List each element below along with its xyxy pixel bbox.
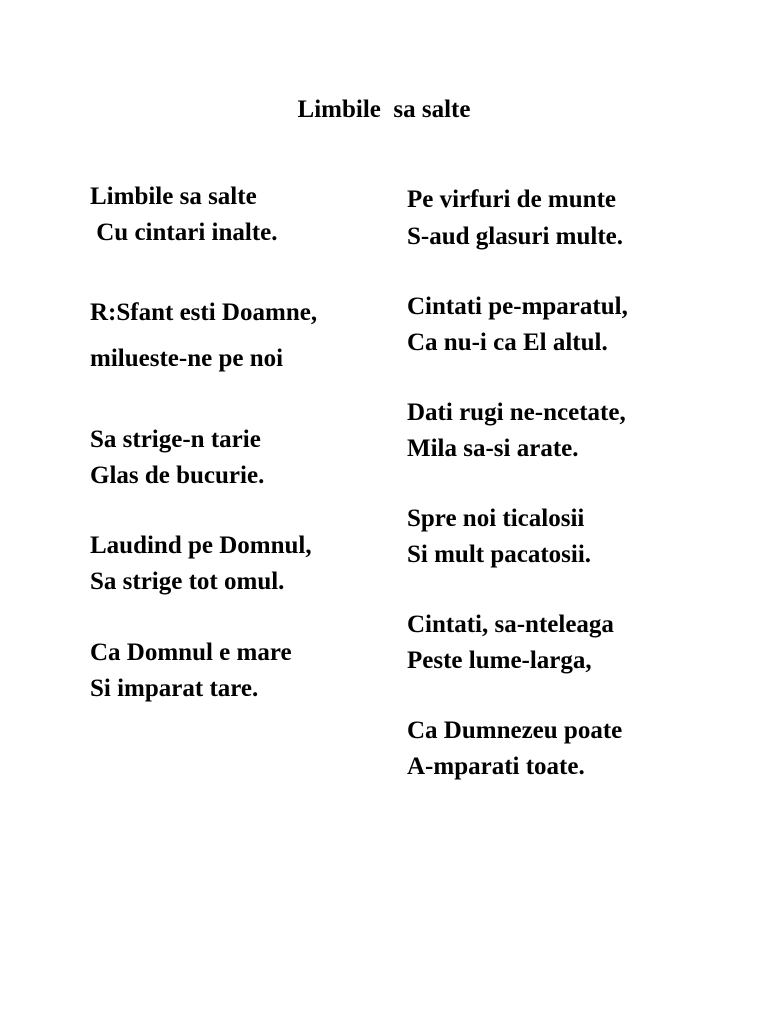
right-stanza2-line2: Ca nu-i ca El altul. [407, 329, 608, 356]
left-stanza4-line2: Si imparat tare. [90, 675, 259, 702]
right-stanza2-line1: Cintati pe-mparatul, [407, 293, 628, 320]
left-stanza4-line1: Ca Domnul e mare [90, 639, 292, 666]
right-stanza3-line1: Dati rugi ne-ncetate, [407, 399, 626, 426]
right-stanza4-line1: Spre noi ticalosii [407, 505, 585, 532]
refrain-line2: milueste-ne pe noi [90, 345, 284, 372]
right-stanza3-line2: Mila sa-si arate. [407, 435, 579, 462]
left-stanza3-line2: Sa strige tot omul. [90, 568, 285, 595]
right-stanza1-line1: Pe virfuri de munte [407, 186, 616, 213]
left-stanza2-line1: Sa strige-n tarie [90, 426, 261, 453]
right-stanza1-line2: S-aud glasuri multe. [407, 223, 624, 250]
left-stanza1-line2: Cu cintari inalte. [90, 219, 278, 246]
left-stanza3-line1: Laudind pe Domnul, [90, 532, 312, 559]
right-stanza5-line1: Cintati, sa-nteleaga [407, 611, 614, 638]
left-stanza1-line1: Limbile sa salte [90, 183, 257, 210]
right-stanza6-line2: A-mparati toate. [407, 753, 585, 780]
right-stanza6-line1: Ca Dumnezeu poate [407, 717, 623, 744]
right-stanza5-line2: Peste lume-larga, [407, 647, 592, 674]
left-stanza2-line2: Glas de bucurie. [90, 462, 265, 489]
document-title: Limbile sa salte [297, 96, 471, 123]
refrain-line1: R:Sfant esti Doamne, [90, 299, 318, 326]
right-stanza4-line2: Si mult pacatosii. [407, 541, 592, 568]
